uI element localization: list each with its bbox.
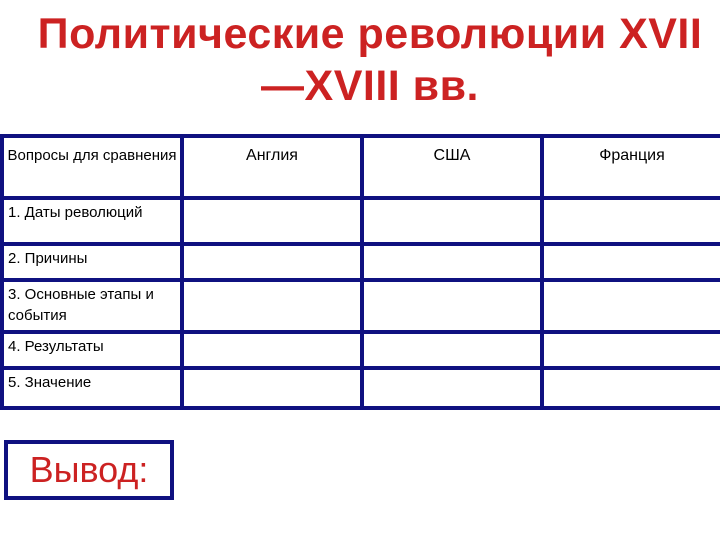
cell-usa — [362, 244, 542, 280]
comparison-table — [0, 134, 720, 410]
cell-france — [542, 280, 720, 332]
page-title — [0, 8, 720, 112]
cell-usa — [362, 198, 542, 244]
conclusion-box — [4, 440, 174, 500]
header-france: Франция — [542, 136, 720, 198]
cell-france — [542, 332, 720, 368]
table-row — [2, 368, 720, 408]
cell-usa — [362, 332, 542, 368]
cell-england — [182, 198, 362, 244]
cell-france — [542, 368, 720, 408]
cell-england — [182, 332, 362, 368]
table-header-row — [2, 136, 720, 198]
cell-usa — [362, 280, 542, 332]
header-questions: Вопросы для сравнения — [2, 136, 182, 198]
cell-england — [182, 280, 362, 332]
cell-france — [542, 244, 720, 280]
title-line-1: Политические революции XVII — [37, 10, 703, 58]
cell-england — [182, 368, 362, 408]
cell-france — [542, 198, 720, 244]
cell-england — [182, 244, 362, 280]
title-line-2: —XVIII вв. — [261, 62, 479, 110]
row-question: 5. Значение — [2, 368, 182, 408]
table-row — [2, 332, 720, 368]
cell-usa — [362, 368, 542, 408]
row-question: 1. Даты революций — [2, 198, 182, 244]
table-row — [2, 280, 720, 332]
table-row — [2, 198, 720, 244]
row-question: 3. Основные этапы и события — [2, 280, 182, 332]
header-england: Англия — [182, 136, 362, 198]
row-question: 4. Результаты — [2, 332, 182, 368]
table-row — [2, 244, 720, 280]
header-usa: США — [362, 136, 542, 198]
row-question: 2. Причины — [2, 244, 182, 280]
conclusion-label: Вывод: — [29, 449, 149, 490]
